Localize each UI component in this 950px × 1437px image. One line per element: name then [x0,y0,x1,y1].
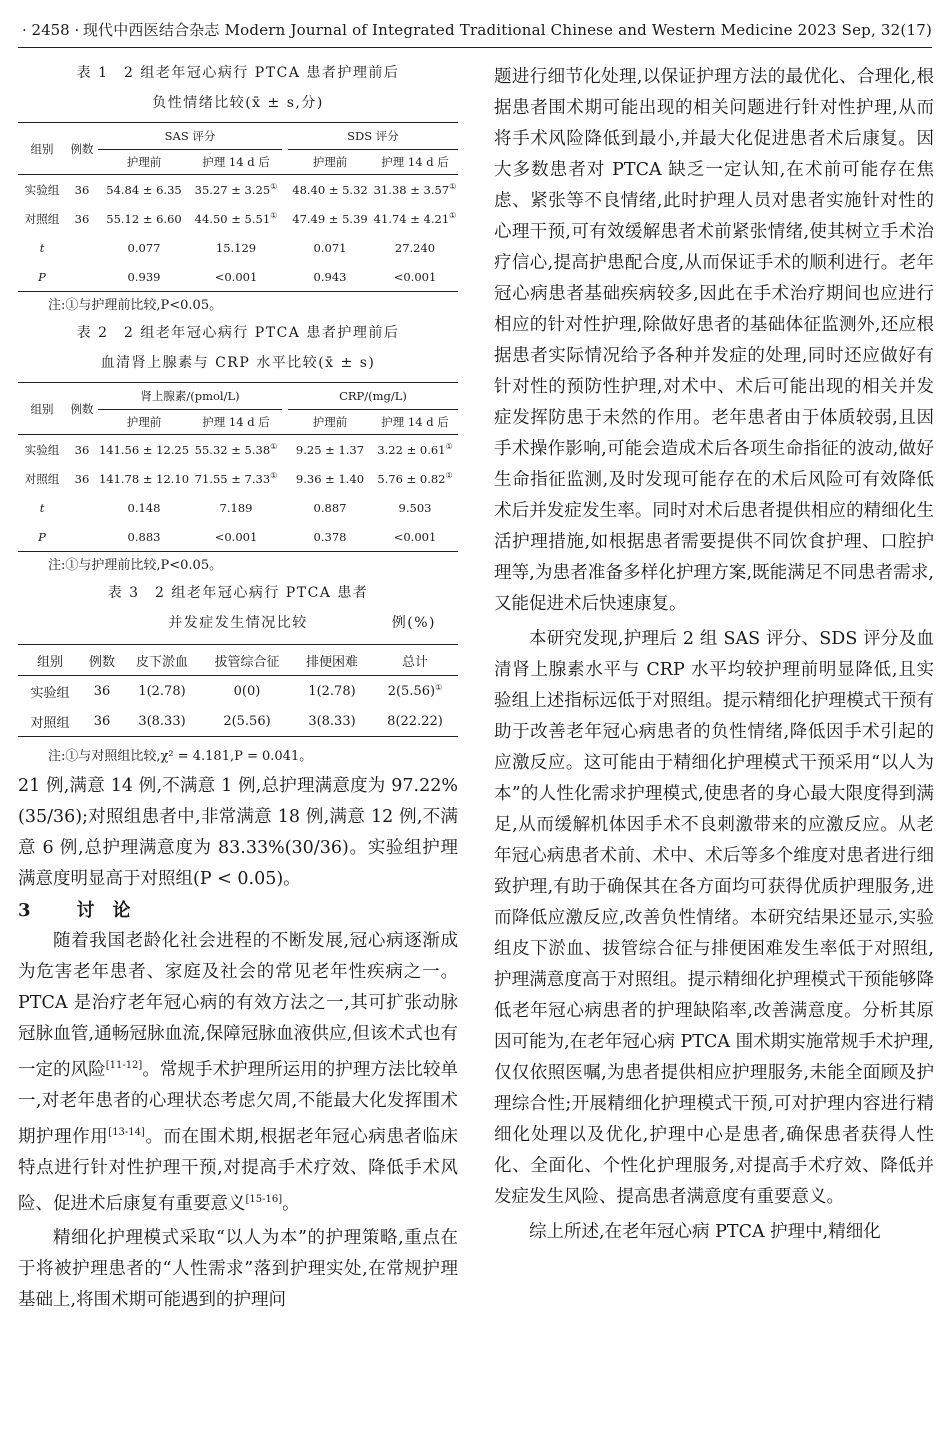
table2-head-group: 组别 [18,383,66,435]
table-row: t 0.077 15.129 0.071 27.240 [39,240,436,255]
table2-sub-before: 护理前 [288,410,372,435]
table1-note: 注:①与护理前比较,P<0.05。 [48,298,223,313]
table-row: 实验组 36 54.84 ± 6.35 35.27 ± 3.25① 48.40 ± 5.32 31.38 ± 3.57① [24,182,457,197]
table1 [18,122,458,292]
section-heading: 3 讨 论 [18,900,131,921]
table3-unit: 例(%) [391,615,436,631]
table1-head-n: 例数 [66,123,98,175]
paragraph-continued: 21 例,满意 14 例,不满意 1 例,总护理满意度为 97.22%(35/36);对照组患者中,非常满意 18 例,满意 12 例,不满意 6 例,总护理满意度为 83.33%(30/36)。实验组护理满意度明显高于对照组(P < 0.05)。 [18,776,458,889]
table2-note: 注:①与护理前比较,P<0.05。 [48,558,223,573]
table3-caption-line2: 并发症发生情况比较 [168,615,308,631]
table1-sub-after: 护理 14 d 后 [190,150,282,175]
table2-caption-line2: 血清肾上腺素与 CRP 水平比较(x̄ ± s) [100,355,376,371]
table-row: 对照组 36 141.78 ± 12.10 71.55 ± 7.33① 9.36 ± 1.40 5.76 ± 0.82① [24,471,453,486]
table1-sub-before: 护理前 [98,150,190,175]
table1-head-sds: SDS 评分 [288,123,458,150]
table3 [18,644,458,737]
table2-sub-before: 护理前 [98,410,190,435]
table3-caption [18,578,458,638]
table2-caption [18,318,458,378]
table1-sub-after: 护理 14 d 后 [372,150,458,175]
paragraph-discussion-1: 随着我国老龄化社会进程的不断发展,冠心病逐渐成为危害老年患者、家庭及社会的常见老年性疾病之一。PTCA 是治疗老年冠心病的有效方法之一,其可扩张动脉冠脉血管,通畅冠脉血流,保障冠脉血液供应,但该术式也有一定的风险[11-12]。常规手术护理所运用的护理方法比较单一,对老年患者的心理状态考虑欠周,不能最大化发挥围术期护理作用[13-14]。而在围术期,根据老年冠心病患者临床特点进行针对性护理干预,对提高手术疗效、降低手术风险、促进术后康复有重要意义[15-16]。 [18,931,459,1214]
table1-head-group: 组别 [18,123,66,175]
table-row: 对照组 36 3(8.33) 2(5.56) 3(8.33) 8(22.22) [18,706,458,737]
table3-head-n: 例数 [82,645,122,676]
table-row: 实验组 36 1(2.78) 0(0) 1(2.78) 2(5.56)① [30,683,443,701]
table1-caption-line2: 负性情绪比较(x̄ ± s,分) [152,95,324,111]
table2-head-epi: 肾上腺素/(pmol/L) [98,383,282,410]
table-row: P 0.939 <0.001 0.943 <0.001 [18,262,458,292]
table-row: t 0.148 7.189 0.887 9.503 [39,500,432,515]
header-rule [18,47,932,48]
paragraph-right-1: 题进行细节化处理,以保证护理方法的最优化、合理化,根据患者围术期可能出现的相关问题进行针对性护理,从而将手术风险降低到最小,并最大化促进患者术后康复。因大多数患者对 PTCA 缺乏一定认知,在术前可能存在焦虑、紧张等不良情绪,此时护理人员对患者实施针对性的心理干预,可有效缓解患者术前紧张情绪,使其树立手术治疗信心,提高护患配合度,从而保证手术的顺利进行。老年冠心病患者基础疾病较多,因此在手术治疗期间也应进行相应的针对性护理,除做好患者的基础体征监测外,还应根据患者实际情况给予各种并发症的处理,同时还应做好有针对性的预防性护理,对术中、术后可能出现的相关并发症发挥防患于未然的作用。老年患者由于体质较弱,且因手术操作影响,可能会造成术后各项生命指征的波动,做好生命指征监测,及时发现可能存在的术后风险可有效降低术后并发症发生率。同时对术后患者提供相应的精细化生活护理措施,如根据患者需要提供不同饮食护理、口腔护理等,为患者准备多样化护理方案,既能满足不同患者需求,又能促进术后快速康复。 [494,67,934,614]
left-column [18,58,458,1316]
table3-head-defecation: 排便困难 [292,645,372,676]
paragraph-discussion-2: 精细化护理模式采取“以人为本”的护理策略,重点在于将被护理患者的“人性需求”落到护理实处,在常规护理基础上,将围术期可能遇到的护理问 [18,1228,458,1311]
table2-sub-after: 护理 14 d 后 [190,410,282,435]
table3-head-total: 总计 [372,645,458,676]
table2-caption-line1: 表 2 2 组老年冠心病行 PTCA 患者护理前后 [76,325,400,341]
paragraph-right-3: 综上所述,在老年冠心病 PTCA 护理中,精细化 [529,1222,881,1242]
table2-sub-after: 护理 14 d 后 [372,410,458,435]
table3-head-extubation: 拔管综合征 [202,645,292,676]
table-row: 实验组 36 141.56 ± 12.25 55.32 ± 5.38① 9.25 ± 1.37 3.22 ± 0.61① [24,442,453,457]
table1-head-sas: SAS 评分 [98,123,282,150]
table2-head-n: 例数 [66,383,98,435]
table1-sub-before: 护理前 [288,150,372,175]
table-row: P 0.883 <0.001 0.378 <0.001 [18,522,458,552]
page-number: · 2458 · [22,21,80,39]
table2-head-crp: CRP/(mg/L) [288,383,458,410]
table2 [18,382,458,552]
table3-head-bruise: 皮下淤血 [122,645,202,676]
right-column [494,62,934,1248]
table3-head-group: 组别 [18,645,82,676]
table1-caption-line1: 表 1 2 组老年冠心病行 PTCA 患者护理前后 [76,65,400,81]
table-row: 对照组 36 55.12 ± 6.60 44.50 ± 5.51① 47.49 ± 5.39 41.74 ± 4.21① [24,211,457,226]
page-header [22,16,932,44]
table3-note: 注:①与对照组比较,χ² = 4.181,P = 0.041。 [48,749,313,764]
table1-caption [18,58,458,118]
journal-title: 现代中西医结合杂志 Modern Journal of Integrated Traditional Chinese and Western Medicine 2023 Sep, 32(17) [82,21,932,39]
paragraph-right-2: 本研究发现,护理后 2 组 SAS 评分、SDS 评分及血清肾上腺素水平与 CRP 水平均较护理前明显降低,且实验组上述指标远低于对照组。提示精细化护理模式干预有助于改善老年冠心病患者的负性情绪,降低因手术引起的应激反应。这可能由于精细化护理模式干预采用“以人为本”的人性化需求护理模式,使患者的身心最大限度得到满足,从而缓解机体因手术不良刺激带来的应激反应。从老年冠心病患者术前、术中、术后等多个维度对患者进行细致护理,有助于确保其在各方面均可获得优质护理服务,进而降低应激反应,改善负性情绪。本研究结果还显示,实验组皮下淤血、拔管综合征与排便困难发生率低于对照组,护理满意度高于对照组。提示精细化护理模式干预能够降低老年冠心病患者的护理缺陷率,改善满意度。分析其原因可能为,在老年冠心病 PTCA 围术期实施常规手术护理,仅仅依照医嘱,为患者提供相应护理服务,未能全面顾及护理综合性;开展精细化护理模式干预,可对护理内容进行精细化处理以及优化,护理中心是患者,确保患者获得人性化、全面化、个性化护理服务,对提高手术疗效、降低并发症发生风险、提高患者满意度有重要意义。 [494,629,934,1207]
table3-caption-line1: 表 3 2 组老年冠心病行 PTCA 患者 [107,585,369,601]
